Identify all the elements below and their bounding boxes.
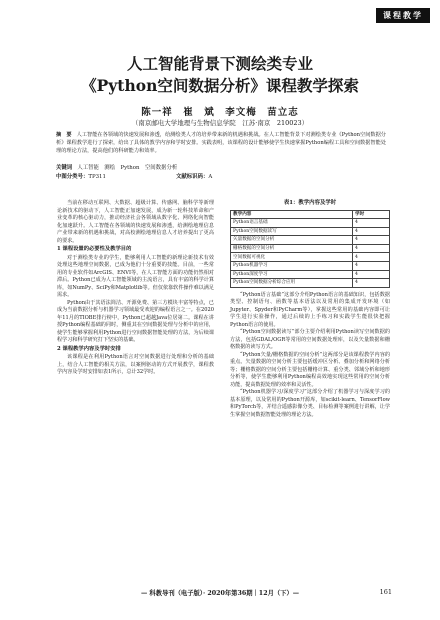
table-header-cell: 教学内容 (231, 210, 353, 219)
section-heading-2: 2 课程教学内容及学时安排 (57, 345, 121, 352)
table-cell: 4 (353, 270, 390, 279)
column-banner: 课程教学 (376, 8, 430, 23)
section-heading-1: 1 课程设置的必要性及教学目的 (57, 246, 132, 252)
table-cell: 4 (353, 253, 390, 262)
doc-code-label: 文献标识码： (176, 174, 209, 180)
paragraph: “Python矢量/栅格数据的空间分析”这两部分是该课程教学内容的重点。矢量数据的空间分析主要包括缓冲区分析、叠加分析和网络分析等；栅格数据的空间分析主要包括栅格计算、重分类、邻域分析和地形分析等，使学生能够利用Python编程高效地实现这些常用的空间分析功能，提高数据处理的效率和灵活性。 (230, 351, 390, 388)
paragraph: “Python机器学习/深度学习”这部分介绍了机器学习与深度学习的基本原理，以及常用的Python开源库，如scikit-learn、TensorFlow和PyTorch等，并结合遥感影像分类、目标检测等案例进行讲解，让学生掌握空间数据智能处理的理论方法。 (230, 389, 390, 418)
table-cell: 栅格数据的空间分析 (231, 244, 353, 253)
left-column (57, 200, 214, 377)
table-row (231, 219, 390, 228)
table-cell: 4 (353, 279, 390, 288)
author-list: 陈一祥 崔 斌 李文梅 苗立志 (141, 107, 299, 118)
classification-line (56, 172, 386, 180)
keywords-label: 关键词 (56, 165, 73, 171)
table-cell: Python空间数据读写 (231, 227, 353, 236)
table-cell: 4 (353, 262, 390, 271)
table-header-cell: 学时 (353, 210, 390, 219)
abstract-text: 人工智能在各领域的快速发展和渗透，给测绘类人才的培养带来新的机遇和挑战。在人工智能背景下对测绘类专业《Python空间数据分析》课程教学进行了探索，给出了具体的教学内容和学时安排。实践表明，该课程的设计能够使学生快速掌握Python编程工具和空间数据智能处理的理论方法，提高他们的科研能力和效率。 (56, 132, 386, 154)
paragraph: “Python语言基础”这部分介绍Python语言的基础知识，包括数据类型、控制语句、函数等基本语法以及常用的集成开发环境（如Jupyter、Spyder和PyCharm等），掌握这些常用的基础内容即可让学生进行实验操作，通过后续的上手练习和实践学生能很快把握Python语言的使用。 (230, 291, 390, 328)
paragraph: “Python空间数据读写”部分主要介绍利用Python读写空间数据的方法，包括GDAL/OGR等常用的空间数据处理库，以及矢量数据和栅格数据的读写方式。 (230, 329, 390, 351)
table-cell: Python机器学习 (231, 262, 353, 271)
journal-footer: — 科教导刊（电子版）· 2020年第36期｜12月（下）— (140, 590, 300, 597)
table-row (231, 253, 390, 262)
table-row (231, 227, 390, 236)
table-caption: 表1：教学内容及学时 (283, 200, 337, 206)
paragraph: Python由于其语法简洁、开源免费、第三方模块丰富等特点，已成为当前数据分析与机器学习领域最受欢迎的编程语言之一。在2020年11月的TIOBE排行榜中，Python已超越Java位居第二。课程在讲授Python编程基础的同时，侧重其在空间数据处理与分析中的应用，使学生能够掌握利用Python进行空间数据智能处理的方法，为后续课程学习和科学研究打下坚实的基础。 (57, 299, 214, 343)
page-number: 161 (379, 588, 392, 596)
keywords (56, 163, 177, 171)
table-cell: 4 (353, 236, 390, 245)
table-cell: 矢量数据的空间分析 (231, 236, 353, 245)
table-cell: Python语言基础 (231, 219, 353, 228)
course-content-table (230, 210, 390, 288)
intro-paragraph: 当前在移动互联网、大数据、超级计算、传感网、脑科学等新理论新技术的驱动下，人工智能正加速发展，成为新一轮科技革命和产业变革的核心驱动力，推动经济社会各领域从数字化、网络化向智能化加速跃升。人工智能在各领域的快速发展和渗透，给测绘地理信息产业带来新的机遇和挑战，对高校测绘地理信息人才培养提出了更高的要求。 (57, 200, 214, 244)
table-header-row (231, 210, 390, 219)
doc-code: A (208, 174, 213, 180)
author-affiliation: （南京邮电大学地理与生物信息学院 江苏·南京 210023） (131, 119, 309, 127)
abstract-label: 摘 要 (56, 132, 72, 138)
table-cell: Python深度学习 (231, 270, 353, 279)
article-title-line1: 人工智能背景下测绘类专业 (126, 54, 313, 73)
article-title-line2: 《Python空间数据分析》课程教学探索 (81, 76, 359, 95)
table-row (231, 279, 390, 288)
table-cell: 4 (353, 227, 390, 236)
abstract (56, 132, 386, 155)
table-row (231, 244, 390, 253)
table-row (231, 236, 390, 245)
paragraph: 对于测绘类专业的学生，能够利用人工智能的新理论新技术有效处理这些地理空间数据，已成为他们十分重要的技能。目前，一些常用的专业软件如ArcGIS、ENVI等，在人工智能方面的功能仍然相对滞后。Python已成为人工智能领域的主流语言，具有丰富的科学计算库，如NumPy、SciPy和Matplotlib等。但仅依靠软件操作难以满足需求。 (57, 254, 214, 298)
paragraph: 该课程是在利用Python语言对空间数据进行处理和分析的基础上，结合人工智能的相关方法，以案例驱动的方式开展教学，课程教学内容及学时安排如表1所示，总计32学时。 (57, 354, 214, 375)
clc-code: TP311 (88, 174, 106, 180)
table-cell: 4 (353, 219, 390, 228)
table-cell: 4 (353, 244, 390, 253)
table-cell: 空间数据可视化 (231, 253, 353, 262)
clc-label: 中图分类号： (56, 174, 89, 180)
table-row (231, 262, 390, 271)
right-column (230, 200, 390, 419)
keywords-text: 人工智能 测绘 Python 空间数据分析 (77, 165, 178, 171)
table-row (231, 270, 390, 279)
table-cell: Python空间数据分析综合应用 (231, 279, 353, 288)
